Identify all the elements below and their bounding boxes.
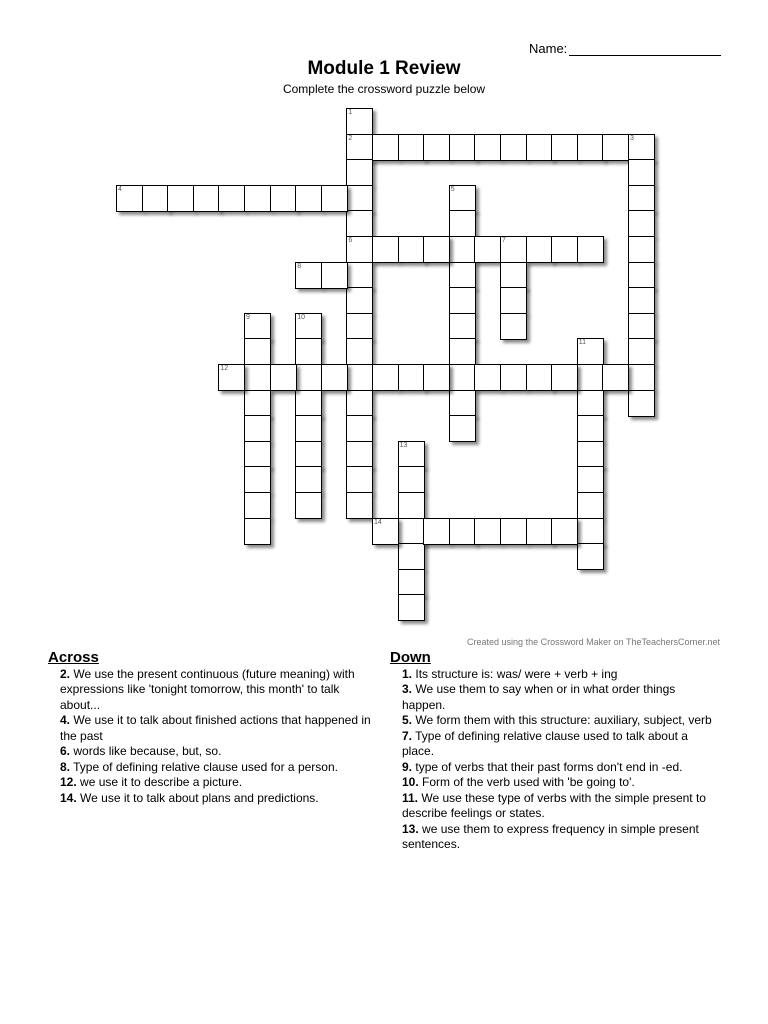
- crossword-cell[interactable]: [449, 518, 476, 545]
- crossword-cell[interactable]: [346, 390, 373, 417]
- crossword-cell[interactable]: [398, 492, 425, 519]
- crossword-cell[interactable]: [577, 492, 604, 519]
- clue-number: 4.: [60, 713, 71, 727]
- clue-number: 7.: [402, 728, 413, 743]
- crossword-cell[interactable]: [628, 338, 655, 365]
- cell-number: 2: [348, 134, 353, 142]
- crossword-cell[interactable]: [526, 518, 553, 545]
- across-clue-list: [48, 667, 378, 807]
- clue-item: [48, 760, 378, 776]
- cell-number: 14: [374, 518, 382, 526]
- crossword-cell[interactable]: [346, 210, 373, 237]
- clue-item: [48, 713, 378, 744]
- cell-number: 4: [118, 185, 122, 193]
- crossword-cell[interactable]: [346, 441, 373, 468]
- crossword-cell[interactable]: [218, 185, 245, 212]
- crossword-cell[interactable]: [398, 543, 425, 570]
- crossword-cell[interactable]: [577, 236, 604, 263]
- crossword-cell[interactable]: [244, 313, 271, 340]
- crossword-cell[interactable]: [628, 134, 655, 161]
- crossword-cell[interactable]: [449, 262, 476, 289]
- clue-text: We use these type of verbs with the simple present to describe feelings or states.: [402, 790, 706, 820]
- clue-number: 10.: [402, 775, 419, 789]
- crossword-cell[interactable]: [449, 210, 476, 237]
- clue-item: [390, 822, 720, 853]
- clue-number: 11.: [402, 790, 419, 805]
- page-title: Module 1 Review: [307, 58, 461, 79]
- crossword-cell[interactable]: [346, 236, 373, 263]
- crossword-cell[interactable]: [270, 364, 297, 391]
- crossword-cell[interactable]: [628, 390, 655, 417]
- crossword-cell[interactable]: [295, 441, 322, 468]
- clue-number: 12.: [60, 775, 77, 789]
- crossword-cell[interactable]: [500, 236, 527, 263]
- cell-number: 3: [630, 134, 634, 142]
- crossword-cell[interactable]: [628, 262, 655, 289]
- crossword-cell[interactable]: [628, 236, 655, 263]
- clue-item: [390, 682, 720, 713]
- cell-number: 12: [220, 365, 229, 372]
- page-subtitle: Complete the crossword puzzle below: [282, 82, 486, 96]
- crossword-cell[interactable]: [295, 313, 322, 340]
- crossword-cell[interactable]: [449, 287, 476, 314]
- crossword-cell[interactable]: [321, 185, 348, 212]
- cell-number: 9: [246, 313, 250, 321]
- crossword-cell[interactable]: [372, 236, 399, 263]
- clue-item: [390, 791, 720, 822]
- crossword-cell[interactable]: [551, 134, 578, 161]
- clue-item: [390, 760, 720, 776]
- clue-number: 5.: [402, 713, 413, 727]
- clue-number: 1.: [402, 666, 413, 681]
- clue-item: [48, 791, 378, 807]
- crossword-cell[interactable]: [474, 134, 501, 161]
- crossword-cell[interactable]: [474, 518, 501, 545]
- clue-text: We use it to talk about plans and predictions.: [80, 790, 319, 805]
- crossword-cell[interactable]: [346, 262, 373, 289]
- crossword-cell[interactable]: [295, 390, 322, 417]
- crossword-cell[interactable]: [474, 364, 501, 391]
- clue-number: 3.: [402, 682, 413, 696]
- crossword-cell[interactable]: [398, 466, 425, 493]
- crossword-cell[interactable]: [346, 159, 373, 186]
- crossword-cell[interactable]: [372, 134, 399, 161]
- cell-number: 7: [502, 237, 506, 244]
- crossword-cell[interactable]: [398, 441, 425, 468]
- crossword-cell[interactable]: [628, 313, 655, 340]
- crossword-cell[interactable]: [244, 415, 271, 442]
- crossword-cell[interactable]: [398, 134, 425, 161]
- crossword-cell[interactable]: [628, 210, 655, 237]
- crossword-cell[interactable]: [398, 364, 425, 391]
- clue-text: We use it to talk about finished actions that happened in the past: [60, 713, 371, 743]
- crossword-cell[interactable]: [346, 287, 373, 314]
- clue-item: [390, 729, 720, 760]
- crossword-cell[interactable]: [474, 236, 501, 263]
- clue-text: We use them to say when or in what order things happen.: [402, 682, 676, 712]
- crossword-cell[interactable]: [577, 338, 604, 365]
- crossword-cell[interactable]: [577, 441, 604, 468]
- crossword-cell[interactable]: [577, 543, 604, 570]
- crossword-cell[interactable]: [244, 390, 271, 417]
- crossword-cell[interactable]: [423, 236, 450, 263]
- clue-text: Type of defining relative clause used for a person.: [73, 759, 338, 774]
- crossword-cell[interactable]: [295, 338, 322, 365]
- crossword-cell[interactable]: [270, 185, 297, 212]
- clue-text: Its structure is: was/ were + verb + ing: [415, 666, 618, 681]
- cell-number: 6: [348, 237, 353, 244]
- crossword-cell[interactable]: [398, 569, 425, 596]
- clue-text: Type of defining relative clause used to talk about a place.: [402, 728, 688, 758]
- crossword-cell[interactable]: [449, 313, 476, 340]
- crossword-cell[interactable]: [500, 313, 527, 340]
- clue-item: [48, 667, 378, 714]
- crossword-cell[interactable]: [500, 287, 527, 314]
- crossword-cell[interactable]: [321, 262, 348, 289]
- crossword-cell[interactable]: [244, 518, 271, 545]
- crossword-cell[interactable]: [346, 313, 373, 340]
- crossword-cell[interactable]: [167, 185, 194, 212]
- down-clue-list: [390, 667, 720, 853]
- crossword-cell[interactable]: [244, 338, 271, 365]
- cell-number: 5: [450, 185, 455, 193]
- cell-number: 8: [297, 262, 302, 270]
- crossword-cell[interactable]: [551, 236, 578, 263]
- crossword-cell[interactable]: [346, 466, 373, 493]
- clue-text: words like because, but, so.: [73, 744, 222, 758]
- crossword-cell[interactable]: [449, 364, 476, 391]
- crossword-cell[interactable]: [526, 364, 553, 391]
- crossword-cell[interactable]: [577, 518, 604, 545]
- clue-number: 8.: [60, 759, 71, 774]
- across-heading: Across: [48, 649, 99, 666]
- clue-number: 6.: [60, 744, 71, 758]
- crossword-cell[interactable]: [244, 364, 271, 391]
- cell-number: 1: [348, 109, 353, 116]
- clue-item: [390, 775, 720, 791]
- crossword-cell[interactable]: [423, 364, 450, 391]
- crossword-cell[interactable]: [602, 134, 629, 161]
- crossword-cell[interactable]: [551, 364, 578, 391]
- crossword-cell[interactable]: [295, 185, 322, 212]
- crossword-cell[interactable]: [295, 262, 322, 289]
- clue-number: 14.: [60, 790, 77, 805]
- clue-text: We form them with this structure: auxiliary, subject, verb: [415, 713, 712, 727]
- clue-text: Form of the verb used with 'be going to'.: [422, 775, 635, 789]
- clue-text: We use the present continuous (future meaning) with expressions like 'tonight tomorrow, this month' to talk about...: [60, 666, 355, 712]
- crossword-cell[interactable]: [449, 390, 476, 417]
- crossword-cell[interactable]: [142, 185, 169, 212]
- crossword-cell[interactable]: [398, 236, 425, 263]
- clue-number: 9.: [402, 759, 413, 774]
- down-heading: Down: [390, 649, 431, 666]
- clue-item: [390, 667, 720, 683]
- crossword-cell[interactable]: [628, 364, 655, 391]
- crossword-cell[interactable]: [346, 338, 373, 365]
- clue-item: [390, 713, 720, 729]
- crossword-cell[interactable]: [423, 134, 450, 161]
- crossword-cell[interactable]: [500, 134, 527, 161]
- crossword-cell[interactable]: [244, 492, 271, 519]
- cell-number: 13: [399, 441, 408, 449]
- crossword-cell[interactable]: [244, 466, 271, 493]
- crossword-cell[interactable]: [628, 159, 655, 186]
- clue-item: [48, 775, 378, 791]
- crossword-cell[interactable]: [295, 415, 322, 442]
- crossword-cell[interactable]: [218, 364, 245, 391]
- crossword-cell[interactable]: [526, 134, 553, 161]
- crossword-cell[interactable]: [295, 466, 322, 493]
- clue-text: we use it to describe a picture.: [80, 775, 243, 789]
- cell-number: 10: [297, 313, 305, 321]
- clue-item: [48, 744, 378, 760]
- name-label: Name:: [529, 41, 568, 56]
- crossword-cell[interactable]: [577, 415, 604, 442]
- crossword-cell[interactable]: [398, 594, 425, 621]
- cell-number: 11: [578, 339, 587, 347]
- crossword-cell[interactable]: [628, 185, 655, 212]
- crossword-cell[interactable]: [449, 338, 476, 365]
- crossword-cell[interactable]: [346, 185, 373, 212]
- crossword-cell[interactable]: [500, 262, 527, 289]
- crossword-cell[interactable]: [628, 287, 655, 314]
- crossword-cell[interactable]: [577, 390, 604, 417]
- crossword-cell[interactable]: [577, 134, 604, 161]
- crossword-cell[interactable]: [602, 364, 629, 391]
- clue-text: we use them to express frequency in simple present sentences.: [402, 821, 699, 851]
- crossword-cell[interactable]: [449, 415, 476, 442]
- crossword-cell[interactable]: [449, 134, 476, 161]
- crossword-cell[interactable]: [116, 185, 143, 212]
- crossword-cell[interactable]: [295, 364, 322, 391]
- clue-number: 2.: [60, 666, 71, 681]
- down-clues: [390, 650, 720, 853]
- crossword-cell[interactable]: [193, 185, 220, 212]
- crossword-cell[interactable]: [346, 415, 373, 442]
- crossword-cell[interactable]: [577, 466, 604, 493]
- crossword-cell[interactable]: [423, 518, 450, 545]
- crossword-cell[interactable]: [346, 364, 373, 391]
- crossword-cell[interactable]: [372, 364, 399, 391]
- credit-text: Created using the Crossword Maker on TheTeachersCorner.net: [467, 637, 720, 647]
- crossword-cell[interactable]: [551, 518, 578, 545]
- crossword-cell[interactable]: [577, 364, 604, 391]
- crossword-cell[interactable]: [244, 441, 271, 468]
- crossword-cell[interactable]: [346, 492, 373, 519]
- crossword-cell[interactable]: [346, 134, 373, 161]
- crossword-cell[interactable]: [500, 518, 527, 545]
- across-clues: [48, 650, 378, 806]
- crossword-cell[interactable]: [449, 185, 476, 212]
- crossword-cell[interactable]: [346, 108, 373, 135]
- clue-number: 13.: [402, 821, 419, 836]
- crossword-cell[interactable]: [244, 185, 271, 212]
- crossword-cell[interactable]: [500, 364, 527, 391]
- crossword-cell[interactable]: [295, 492, 322, 519]
- crossword-cell[interactable]: [449, 236, 476, 263]
- crossword-cell[interactable]: [372, 518, 399, 545]
- clue-text: type of verbs that their past forms don't end in -ed.: [415, 759, 683, 774]
- crossword-cell[interactable]: [526, 236, 553, 263]
- crossword-cell[interactable]: [321, 364, 348, 391]
- crossword-cell[interactable]: [398, 518, 425, 545]
